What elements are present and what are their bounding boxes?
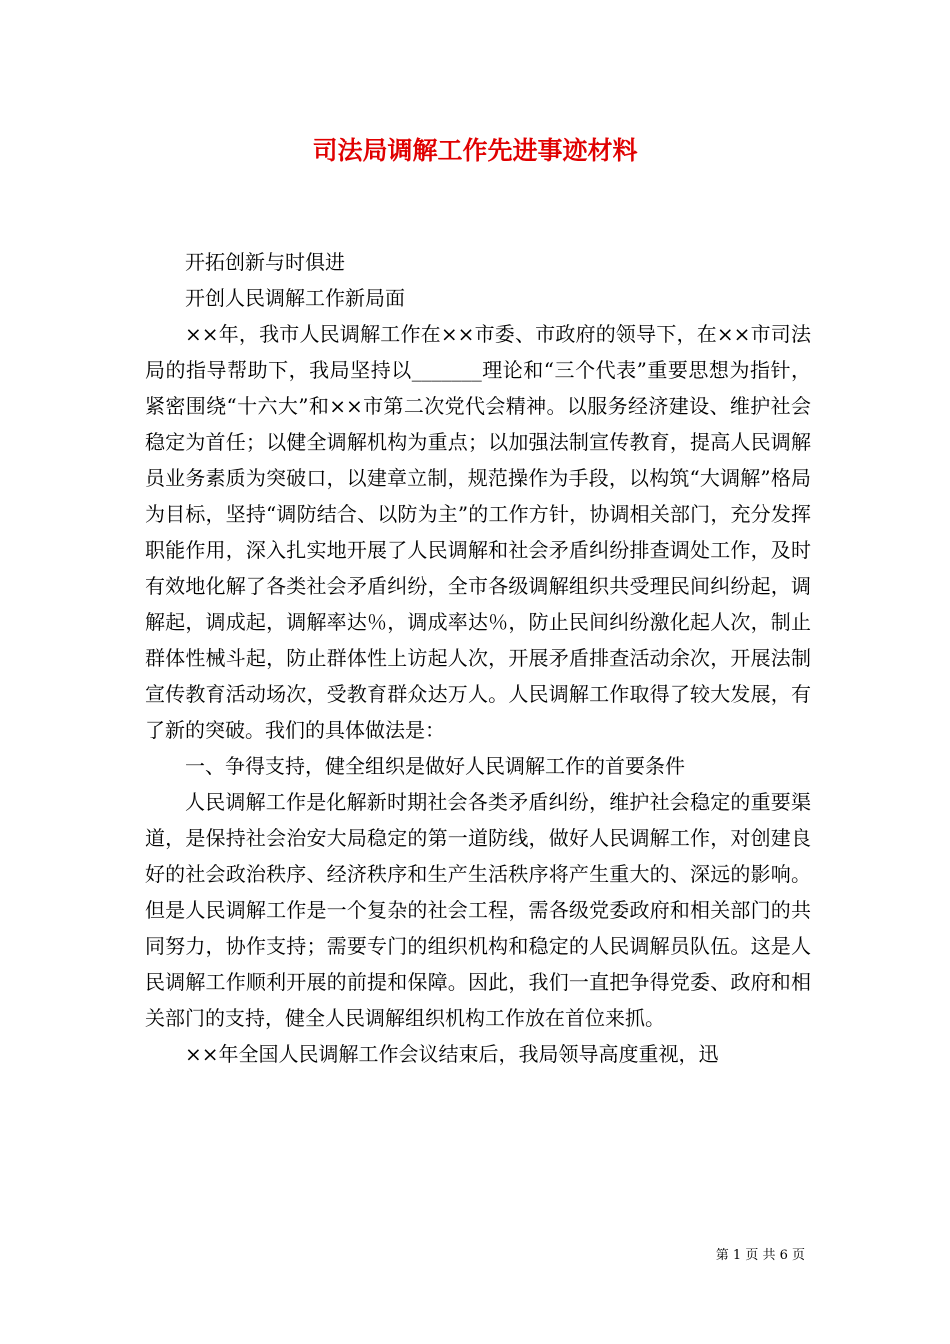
subtitle-line-2: 开创人民调解工作新局面 [185, 286, 405, 310]
section-heading-1: 一、争得支持，健全组织是做好人民调解工作的首要条件 [185, 754, 685, 778]
body-paragraph-2: ××年全国人民调解工作会议结束后，我局领导高度重视，迅 [185, 1042, 719, 1066]
body-paragraph-1: 人民调解工作是化解新时期社会各类矛盾纠纷，维护社会稳定的重要渠道，是保持社会治安大局稳定的第一道防线，做好人民调解工作，对创建良好的社会政治秩序、经济秩序和生产生活秩序将产生重大的、深远的影响。但是人民调解工作是一个复杂的社会工程，需各级党委政府和相关部门的共同努力，协作支持；需要专门的组织机构和稳定的人民调解员队伍。这是人民调解工作顺利开展的前提和保障。因此，我们一直把争得党委、政府和相关部门的支持，健全人民调解组织机构工作放在首位来抓。 [145, 790, 811, 1030]
document-body [145, 244, 811, 1072]
intro-paragraph: ××年，我市人民调解工作在××市委、市政府的领导下，在××市司法局的指导帮助下，我局坚持以_______理论和“三个代表”重要思想为指针，紧密围绕“十六大”和××市第二次党代会精神。以服务经济建设、维护社会稳定为首任；以健全调解机构为重点；以加强法制宣传教育，提高人民调解员业务素质为突破口，以建章立制，规范操作为手段，以构筑“大调解”格局为目标，坚持“调防结合、以防为主”的工作方针，协调相关部门，充分发挥职能作用，深入扎实地开展了人民调解和社会矛盾纠纷排查调处工作，及时有效地化解了各类社会矛盾纠纷，全市各级调解组织共受理民间纠纷起，调解起，调成起，调解率达％，调成率达％，防止民间纠纷激化起人次，制止群体性械斗起，防止群体性上访起人次，开展矛盾排查活动余次，开展法制宣传教育活动场次，受教育群众达万人。人民调解工作取得了较大发展，有了新的突破。我们的具体做法是： [145, 322, 811, 742]
subtitle-line-1: 开拓创新与时俱进 [185, 250, 345, 274]
document-title: 司法局调解工作先进事迹材料 [312, 136, 638, 165]
page-number-footer: 第 1 页 共 6 页 [715, 1248, 805, 1263]
